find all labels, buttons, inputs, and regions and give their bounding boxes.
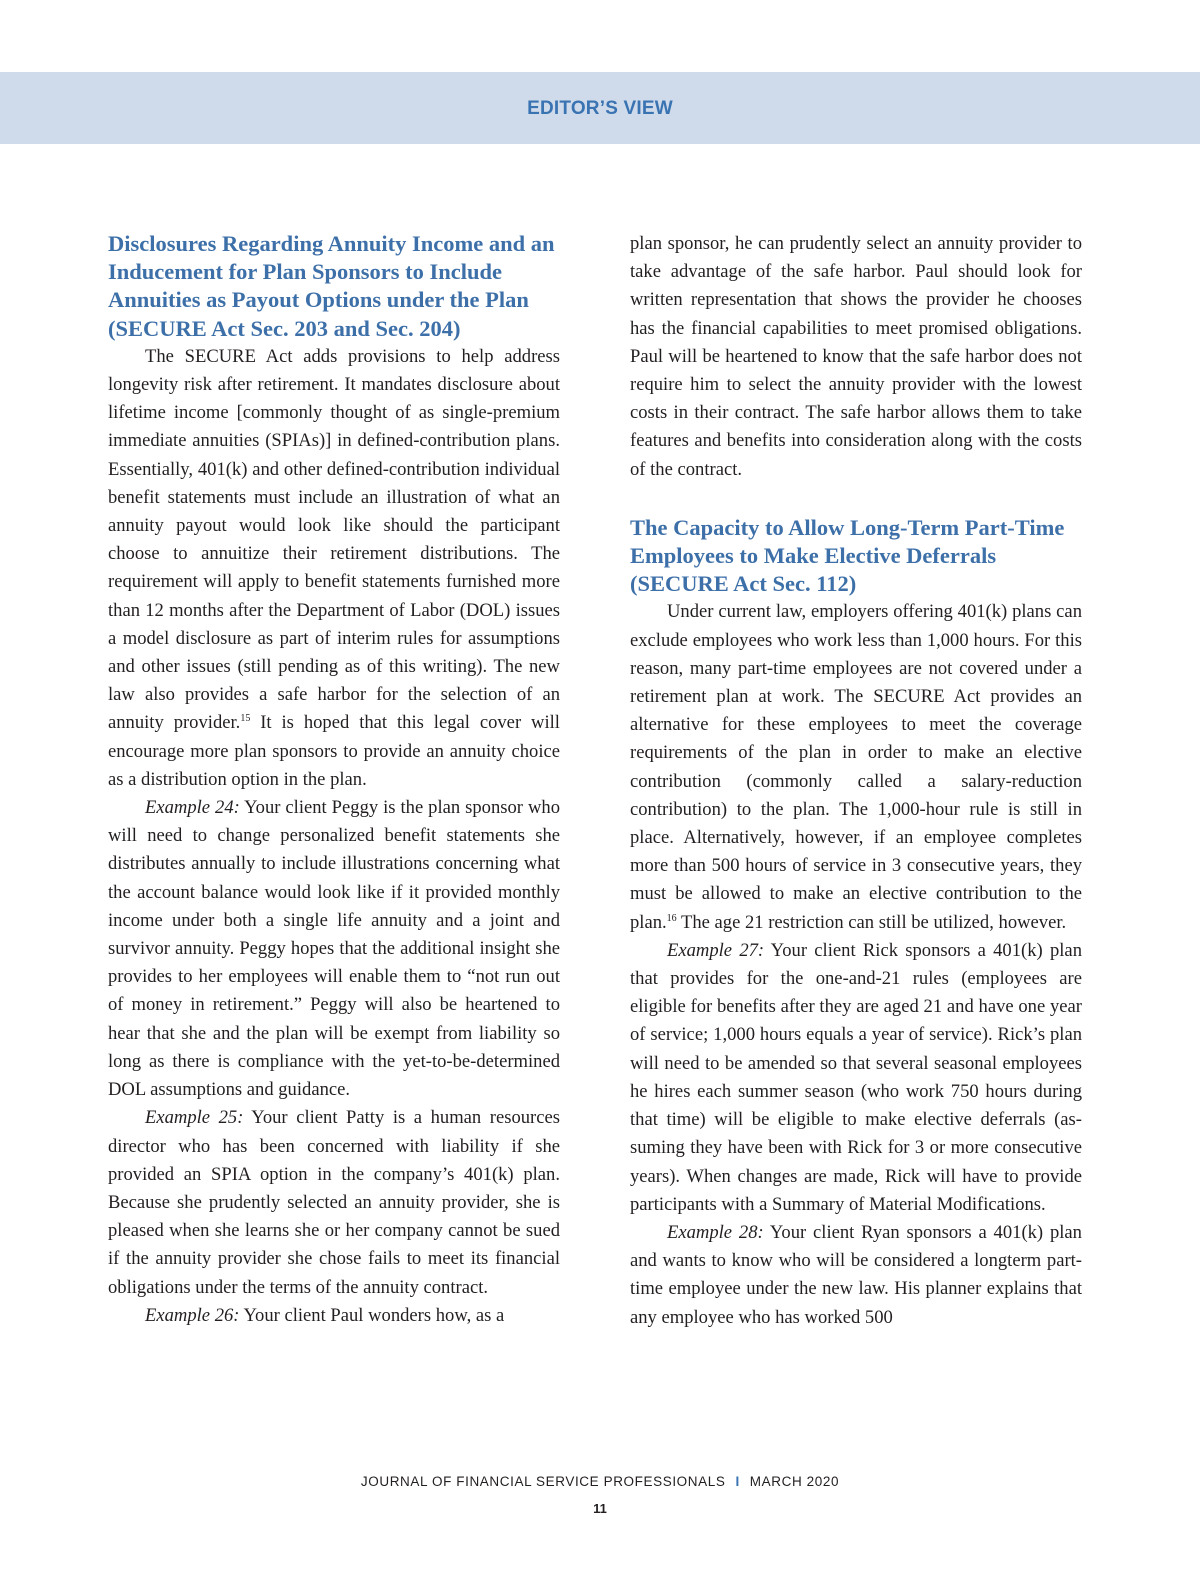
right-column: [630, 230, 1082, 1332]
example-label: Example 27:: [667, 939, 765, 961]
example-label: Example 24:: [145, 797, 240, 819]
example-text: Your client Paul wonders how, as a: [239, 1304, 505, 1326]
paragraph-text: It is hoped that this legal cover will encourage more plan sponsors to provide an annuity choice as a distribution option in the plan.: [108, 712, 560, 790]
example-paragraph: [108, 1104, 560, 1301]
journal-name: JOURNAL OF FINANCIAL SERVICE PROFESSIONALS: [360, 1474, 726, 1489]
example-label: Example 25:: [145, 1107, 244, 1129]
body-paragraph: [630, 598, 1082, 936]
footnote-ref: 16: [666, 912, 677, 924]
example-paragraph: [630, 1219, 1082, 1332]
section-title: EDITOR’S VIEW: [527, 98, 673, 119]
section-banner: [0, 72, 1200, 144]
footer-separator: I: [735, 1474, 740, 1489]
example-text: Your client Rick sponsors a 401(k) plan that provides for the one-and-21 rules (employees are eligible for benefits after they are aged 21 and have one year of service; 1,000 hours equals a year of service). Rick’s plan will need to be amended so that several seasonal employees he hires each summer season (who work 750 hours during that time) will be eligible to make elective deferrals (assuming they have been with Rick for 3 or more consecutive years). When changes are made, Rick will have to provide participants with a Summary of Material Modifications.: [630, 939, 1082, 1215]
footnote-ref: 15: [240, 713, 251, 725]
example-paragraph: [630, 937, 1082, 1219]
example-label: Example 28:: [667, 1221, 764, 1243]
page-number: 11: [593, 1501, 607, 1516]
example-paragraph: [108, 794, 560, 1104]
paragraph-text: Under current law, employers offering 401(k) plans can exclude employees who work less than 1,000 hours. For this reason, many part-time employees are not covered under a retirement plan at work. The SECURE Act provides an alternative for these employees to meet the coverage requirements of the plan in order to make an elective contribution (commonly called a salary-reduction contribution) to the plan. The 1,000-hour rule is still in place. Alternatively, however, if an employee completes more than 500 hours of service in 3 consecutive years, they must be allowed to make an elective contribution to the plan.: [630, 601, 1082, 933]
body-paragraph: [108, 343, 560, 794]
example-text: Your client Patty is a human resources director who has been concerned with liability if she provided an SPIA option in the company’s 401(k) plan. Because she prudently selected an annuity provider, she is pleased when she learns she or her company cannot be sued if the annuity provider she chose fails to meet its financial obligations under the terms of the annuity contract.: [108, 1107, 560, 1298]
example-text: Your client Ryan sponsors a 401(k) plan and wants to know who will be considered a longterm part-time employee under the new law. His planner explains that any employee who has worked 500: [630, 1221, 1082, 1328]
example-paragraph: [108, 1302, 560, 1330]
paragraph-text: The SECURE Act adds provisions to help address longevity risk after retirement. It mandates disclosure about lifetime income [commonly thought of as single-premium immediate annuities (SPIAs)] in defined-contribution plans. Essentially, 401(k) and other defined-contribution individual benefit statements must include an illustration of what an annuity payout would look like should the participant choose to annuitize their retirement distributions. The requirement will apply to benefit statements furnished more than 12 months after the Department of Labor (DOL) issues a model disclosure as part of interim rules for assumptions and other issues (still pending as of this writing). The new law also provides a safe harbor for the selection of an annuity provider.: [108, 345, 560, 734]
page-footer: [0, 1474, 1200, 1489]
example-text: Your client Peggy is the plan sponsor who will need to change personalized benefit statements she distributes annually to include illustrations concerning what the account balance would look like if it provided monthly income under both a single life annuity and a joint and survivor annuity. Peggy hopes that the additional insight she provides to her employees will enable them to “not run out of money in retirement.” Peggy will also be heartened to hear that she and the plan will be exempt from liability so long as there is compliance with the yet-to-be-determined DOL assumptions and guidance.: [108, 797, 560, 1101]
continued-paragraph: plan sponsor, he can prudently select an annuity provider to take advantage of the safe harbor. Paul should look for written representation that shows the provider he chooses has the financial capabilities to meet promised obligations. Paul will be heartened to know that the safe harbor does not require him to select the annuity provider with the lowest costs in their contract. The safe harbor allows them to take features and benefits into consideration along with the costs of the contract.: [630, 233, 1082, 480]
issue-date: MARCH 2020: [749, 1474, 840, 1489]
left-column: [108, 230, 560, 1330]
section-heading: The Capacity to Allow Long-Term Part-Time Employees to Make Elective Deferrals (SECURE Act Sec. 112): [630, 514, 1065, 597]
paragraph-text: The age 21 restriction can still be utilized, however.: [676, 911, 1067, 933]
example-label: Example 26:: [145, 1304, 240, 1326]
section-heading: Disclosures Regarding Annuity Income and an Inducement for Plan Sponsors to Include Annuities as Payout Options under the Plan (SECURE Act Sec. 203 and Sec. 204): [108, 231, 555, 341]
